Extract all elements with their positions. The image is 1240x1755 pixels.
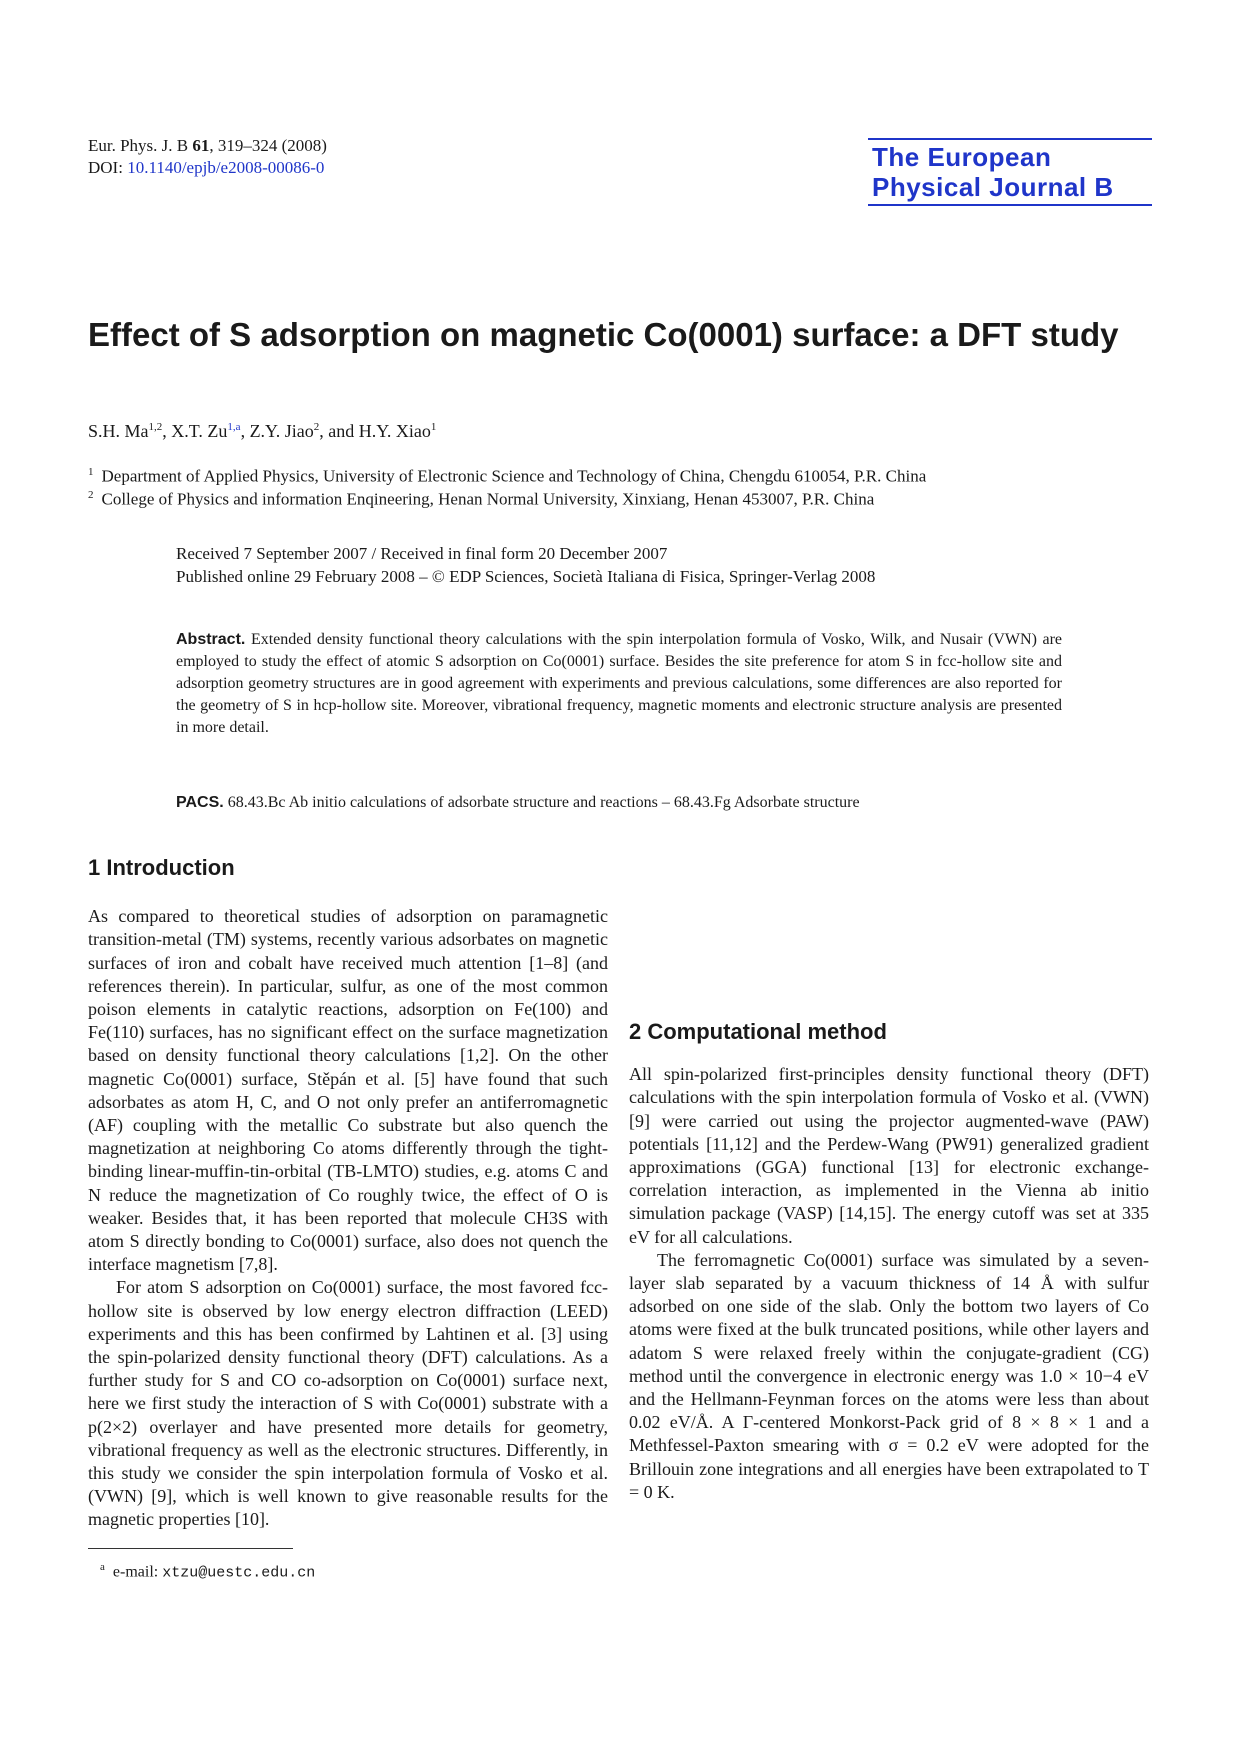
- journal-name-line1: The European: [872, 142, 1052, 172]
- email-link[interactable]: xtzu@uestc.edu.cn: [162, 1564, 316, 1582]
- footnote: [100, 1561, 315, 1581]
- author-affil-mark: 1: [430, 421, 437, 433]
- footnote-rule: [88, 1548, 293, 1549]
- author-sep: ,: [240, 421, 250, 441]
- published-date: Published online 29 February 2008 – © EDP Sciences, Società Italiana di Fisica, Springer-Verlag 2008: [176, 567, 876, 586]
- affiliation-number: 2: [88, 489, 94, 501]
- paragraph: All spin-polarized first-principles density functional theory (DFT) calculations with the spin interpolation formula of Vosko et al. (VWN) [9] were carried out using the projector augmented-wave (PAW) potentials [11,12] and the Perdew-Wang (PW91) generalized gradient approximations (GGA) functional [13] for electronic exchange-correlation interaction, as implemented in the Vienna ab initio simulation package (VASP) [14,15]. The energy cutoff was set at 335 eV for all calculations.: [629, 1064, 1149, 1247]
- pacs-text: 68.43.Bc Ab initio calculations of adsorbate structure and reactions – 68.43.Fg Adsorbate structure: [227, 794, 860, 811]
- author-list: [88, 421, 436, 442]
- citation: [88, 136, 327, 156]
- author-affil-mark: 2: [313, 421, 320, 433]
- received-date: Received 7 September 2007 / Received in final form 20 December 2007: [176, 544, 668, 563]
- left-column: [88, 855, 608, 1530]
- paragraph: For atom S adsorption on Co(0001) surface, the most favored fcc-hollow site is observed by low energy electron diffraction (LEED) experiments and this has been confirmed by Lahtinen et al. [3] using the spin-polarized density functional theory (DFT) calculations. As a further study for S and CO co-adsorption on Co(0001) surface next, here we first study the interaction of S with Co(0001) substrate with a p(2×2) overlayer and have presented more details for geometry, vibrational frequency as well as the electronic structures. Differently, in this study we consider the spin interpolation formula of Vosko et al. (VWN) [9], which is well known to give reasonable results for the magnetic properties [10].: [88, 1277, 608, 1530]
- doi-label: DOI:: [88, 158, 123, 177]
- author-affil-mark[interactable]: 1,a: [227, 421, 241, 433]
- author-affil-mark: 1,2: [148, 421, 163, 433]
- pages-year: , 319–324 (2008): [209, 136, 327, 155]
- section-heading-introduction: 1 Introduction: [88, 855, 235, 880]
- footnote-label: e-mail:: [112, 1563, 159, 1581]
- affiliation-2: [88, 484, 874, 511]
- footnote-mark: a: [100, 1561, 105, 1573]
- author-sep: , and: [319, 421, 359, 441]
- author: Z.Y. Jiao: [249, 421, 314, 441]
- affiliation-text: Department of Applied Physics, University of Electronic Science and Technology of China, Chengdu 610054, P.R. China: [101, 466, 927, 486]
- journal-abbrev: Eur. Phys. J. B: [88, 136, 189, 155]
- abstract: [176, 629, 1062, 739]
- journal-name-line2: Physical Journal B: [872, 172, 1114, 202]
- right-column: [629, 1020, 1149, 1504]
- paragraph: The ferromagnetic Co(0001) surface was simulated by a seven-layer slab separated by a vacuum thickness of 14 Å with sulfur adsorbed on one side of the slab. Only the bottom two layers of Co atoms were fixed at the bulk truncated positions, while other layers and adatom S were relaxed freely within the conjugate-gradient (CG) method until the convergence in electronic energy was 1.0 × 10−4 eV and the Hellmann-Feynman forces on the atoms were less than about 0.02 eV/Å. A Γ-centered Monkorst-Pack grid of 8 × 8 × 1 and a Methfessel-Paxton smearing with σ = 0.2 eV were adopted for the Brillouin zone integrations and all energies have been extrapolated to T = 0 K.: [629, 1249, 1149, 1502]
- pacs: [176, 794, 860, 812]
- affiliation-number: 1: [88, 466, 94, 478]
- author: S.H. Ma: [88, 421, 149, 441]
- abstract-label: Abstract.: [176, 631, 246, 648]
- author: H.Y. Xiao: [358, 421, 431, 441]
- doi-line: [88, 158, 324, 178]
- author: X.T. Zu: [171, 421, 228, 441]
- journal-logo: [868, 138, 1152, 206]
- doi-link[interactable]: 10.1140/epjb/e2008-00086-0: [127, 158, 325, 177]
- pacs-label: PACS.: [176, 794, 224, 811]
- affiliation-text: College of Physics and information Enqineering, Henan Normal University, Xinxiang, Henan 453007, P.R. China: [101, 489, 875, 509]
- author-sep: ,: [162, 421, 172, 441]
- paper-title: Effect of S adsorption on magnetic Co(0001) surface: a DFT study: [88, 316, 1119, 353]
- abstract-text: Extended density functional theory calculations with the spin interpolation formula of Vosko, Wilk, and Nusair (VWN) are employed to study the effect of atomic S adsorption on Co(0001) surface. Besides the site preference for atom S in fcc-hollow site and adsorption geometry structures are in good agreement with experiments and previous calculations, some differences are also reported for the geometry of S in hcp-hollow site. Moreover, vibrational frequency, magnetic moments and electronic structure analysis are presented in more detail.: [176, 631, 1063, 736]
- section-heading-computational-method: 2 Computational method: [629, 1019, 887, 1044]
- volume: 61: [192, 136, 210, 155]
- paragraph: As compared to theoretical studies of adsorption on paramagnetic transition-metal (TM) systems, recently various adsorbates on magnetic surfaces of iron and cobalt have received much attention [1–8] (and references therein). In particular, sulfur, as one of the most common poison elements in catalytic reactions, adsorption on Fe(100) and Fe(110) surfaces, has no significant effect on the surface magnetization based on density functional theory calculations [1,2]. On the other magnetic Co(0001) surface, Stěpán et al. [5] have found that such adsorbates as atom H, C, and O not only prefer an antiferromagnetic (AF) coupling with the metallic Co substrate but also quench the magnetization at neighboring Co atoms differently through the tight-binding linear-muffin-tin-orbital (TB-LMTO) studies, e.g. atoms C and N reduce the magnetization of Co roughly twice, the effect of O is weaker. Besides that, it has been reported that molecule CH3S with atom S directly bonding to Co(0001) surface, also does not quench the interface magnetism [7,8].: [88, 906, 608, 1275]
